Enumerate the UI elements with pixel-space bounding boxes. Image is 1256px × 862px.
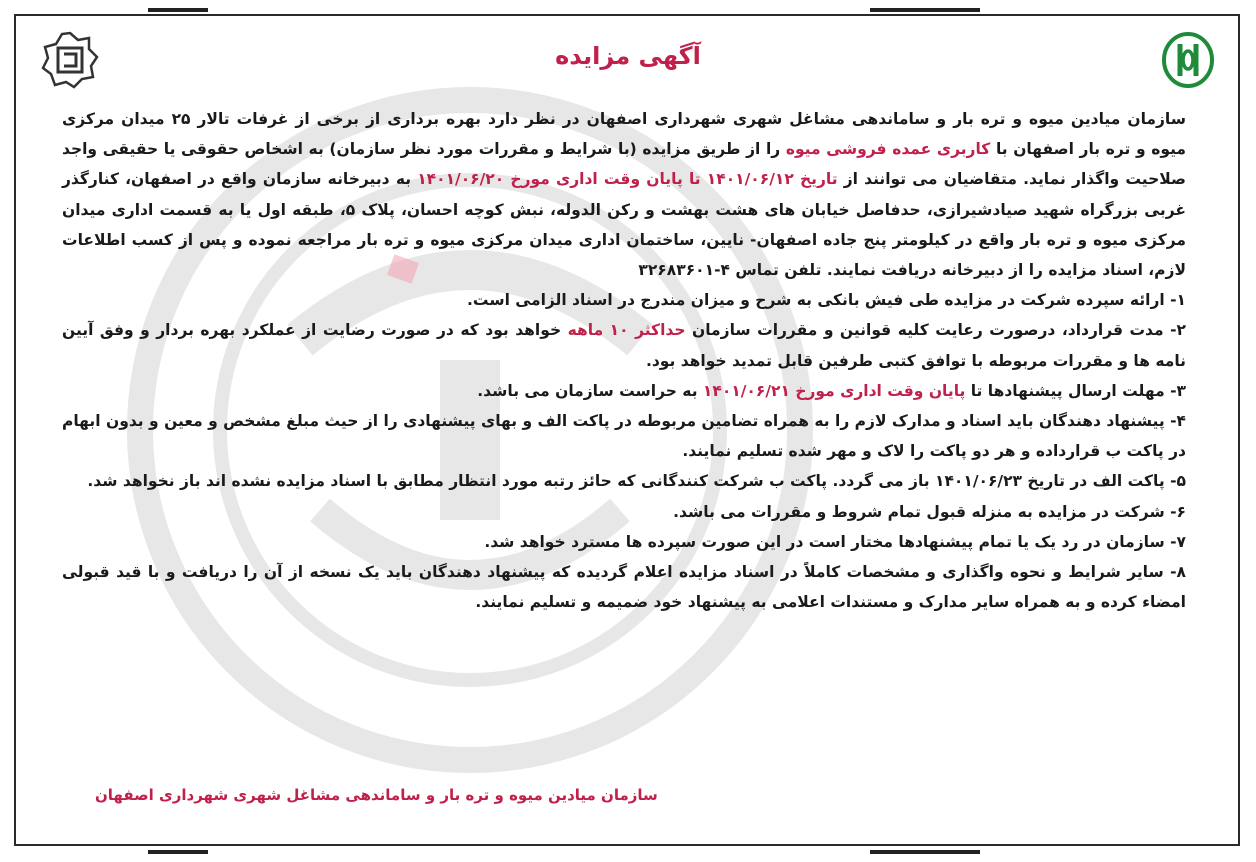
- item-2-text-b: خواهد بود که در صورت رضایت از عملکرد بهره بردار و وفق آیین نامه ها و مقررات مربوطه با توافق کتبی طرفین قابل تمدید خواهد بود.: [62, 321, 1186, 370]
- intro-paragraph: [62, 104, 1186, 285]
- item-2-highlight: حداکثر ۱۰ ماهه: [567, 321, 686, 340]
- bottom-mark-left: [148, 850, 208, 854]
- condition-item-5: ۵- پاکت الف در تاریخ ۱۴۰۱/۰۶/۲۳ باز می گردد. پاکت ب شرکت کنندگانی که حائز رتبه مورد انتظار مطابق با اسناد مزایده نشده اند باز نخواهد شد.: [87, 472, 1186, 491]
- date-range-highlight: تاریخ ۱۴۰۱/۰۶/۱۲ تا پایان وقت اداری مورخ ۱۴۰۱/۰۶/۲۰: [417, 170, 838, 189]
- signature: سازمان میادین میوه و تره بار و ساماندهی مشاغل شهری شهرداری اصفهان: [95, 786, 658, 804]
- intro-text-3: به دبیرخانه سازمان واقع در اصفهان، کنارگذر غربی بزرگراه شهید صیادشیرازی، حدفاصل خیابان های هشت بهشت و رکن الدوله، نبش کوچه احسان، پلاک ۵، طبقه اول یا به قسمت اداری میدان مرکزی میوه و تره بار واقع در کیلومتر پنج جاده اصفهان- نایین، ساختمان اداری میدان مرکزی میوه و تره بار مراجعه نموده و پس از کسب اطلاعات لازم، اسناد مزایده را از دبیرخانه دریافت نمایند. تلفن تماس ۴-۳۲۶۸۳۶۰۱: [62, 170, 1186, 280]
- condition-item-2: [62, 315, 1186, 375]
- usage-highlight: کاربری عمده فروشی میوه: [785, 140, 991, 159]
- bottom-mark-right: [870, 850, 980, 854]
- condition-item-6: ۶- شرکت در مزایده به منزله قبول تمام شروط و مقررات می باشد.: [673, 502, 1186, 521]
- intro-text-1: سازمان میادین میوه و تره بار و ساماندهی مشاغل شهری شهرداری اصفهان در نظر دارد بهره برداری از برخی از غرفات تالار ۲۵ میدان مرکزی میوه و تره بار اصفهان با: [62, 110, 1186, 159]
- condition-item-4: ۴- پیشنهاد دهندگان باید اسناد و مدارک لازم را به همراه تضامین مربوطه در پاکت الف و بهای پیشنهادی را از حیث مبلغ مشخص و معین و بدون ابهام در پاکت ب قرارداده و هر دو پاکت را لاک و مهر شده تسلیم نمایند.: [62, 412, 1186, 461]
- condition-item-3: [62, 376, 1186, 406]
- condition-item-7: ۷- سازمان در رد یک یا تمام پیشنهادها مختار است در این صورت سپرده ها مسترد خواهد شد.: [484, 532, 1186, 551]
- notice-body: [62, 104, 1186, 617]
- item-3-text-b: به حراست سازمان می باشد.: [477, 381, 703, 400]
- condition-item-8: ۸- سایر شرایط و نحوه واگذاری و مشخصات کاملاً در اسناد مزایده اعلام گردیده که پیشنهاد دهندگان باید یک نسخه از آن را دریافت و با قید قبولی امضاء کرده و به همراه سایر مدارک و مستندات اعلامی به پیشنهاد خود ضمیمه و تسلیم نمایند.: [62, 563, 1186, 612]
- item-3-text-a: ۳- مهلت ارسال پیشنهادها تا: [965, 381, 1186, 400]
- notice-title: آگهی مزایده: [555, 42, 701, 70]
- top-mark-left: [148, 8, 208, 12]
- condition-item-1: ۱- ارائه سپرده شرکت در مزایده طی فیش بانکی به شرح و میزان مندرج در اسناد الزامی است.: [467, 291, 1186, 310]
- item-3-highlight: پایان وقت اداری مورخ ۱۴۰۱/۰۶/۲۱: [702, 381, 966, 400]
- item-2-text-a: ۲- مدت قرارداد، درصورت رعایت کلیه قوانین و مقررات سازمان: [685, 321, 1186, 340]
- top-mark-right: [870, 8, 980, 12]
- intro-text-2: را از طریق مزایده (با شرایط و مقررات مورد نظر سازمان) به اشخاص حقوقی یا حقیقی واجد صلاحیت واگذار نماید. متقاضیان می توانند از: [62, 140, 1187, 189]
